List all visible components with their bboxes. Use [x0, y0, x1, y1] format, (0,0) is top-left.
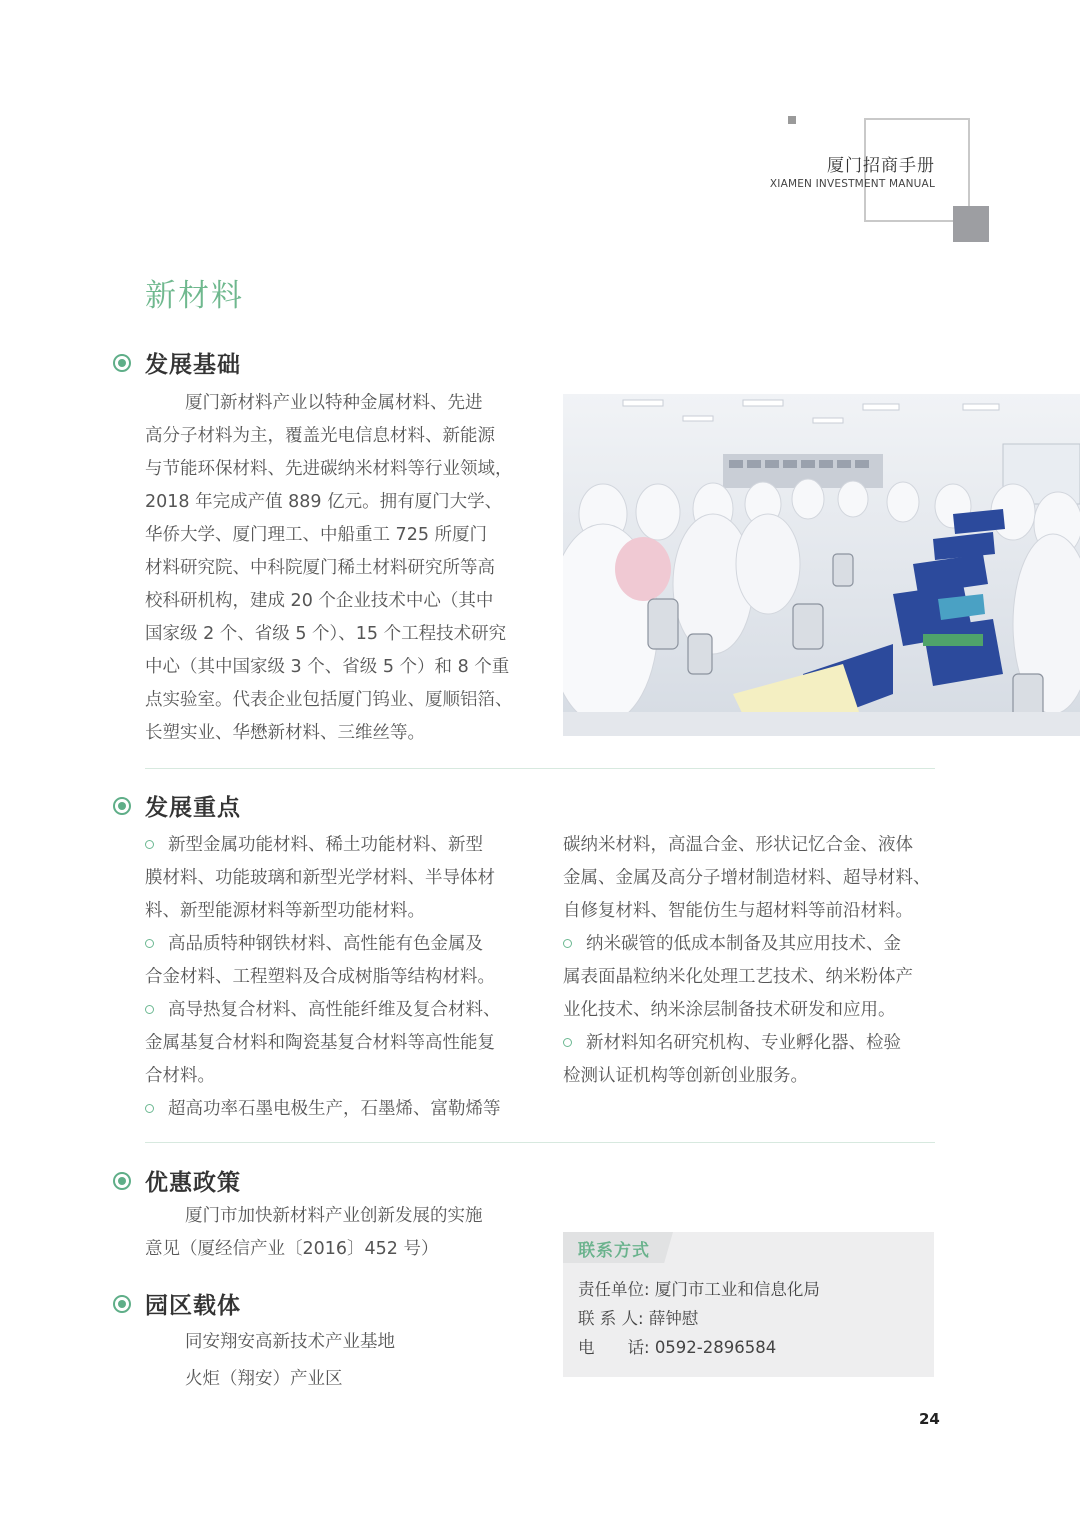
focus-line: 碳纳米材料，高温合金、形状记忆合金、液体	[563, 835, 913, 855]
foundation-line: 点实验室。代表企业包括厦门钨业、厦顺铝箔、	[145, 690, 513, 710]
section-heading-policy	[113, 1164, 241, 1197]
section-heading-text: 发展基础	[145, 352, 241, 378]
page-title: 新材料	[145, 278, 244, 314]
section-heading-focus	[113, 789, 241, 822]
page-number: 24	[919, 1410, 940, 1428]
policy-line: 厦门市加快新材料产业创新发展的实施	[185, 1206, 483, 1226]
contact-person-label: 联 系 人:	[578, 1309, 644, 1328]
park-item: 火炬（翔安）产业区	[185, 1369, 343, 1389]
focus-line: 属表面晶粒纳米化处理工艺技术、纳米粉体产	[563, 967, 913, 987]
contact-unit-label: 责任单位:	[578, 1280, 650, 1299]
focus-line: 自修复材料、智能仿生与超材料等前沿材料。	[563, 901, 913, 921]
focus-line: 金属基复合材料和陶瓷基复合材料等高性能复	[145, 1033, 495, 1053]
contact-person-value: 薛钟慰	[648, 1309, 699, 1328]
foundation-line: 国家级 2 个、省级 5 个）、15 个工程技术研究	[145, 624, 507, 644]
circle-bullet-icon	[145, 1005, 154, 1014]
section-heading-foundation	[113, 346, 241, 379]
focus-line: 金属、金属及高分子增材制造材料、超导材料、	[563, 868, 931, 888]
target-icon	[113, 1172, 131, 1190]
header-dot	[788, 116, 796, 124]
laboratory-photo-icon	[563, 394, 1080, 736]
foundation-line: 与节能环保材料、先进碳纳米材料等行业领域，	[145, 459, 513, 479]
focus-line: 膜材料、功能玻璃和新型光学材料、半导体材	[145, 868, 495, 888]
contact-unit	[578, 1276, 820, 1300]
foundation-line: 校科研机构，建成 20 个企业技术中心（其中	[145, 591, 494, 611]
foundation-line: 厦门新材料产业以特种金属材料、先进	[185, 393, 483, 413]
foundation-line: 材料研究院、中科院厦门稀土材料研究所等高	[145, 558, 495, 578]
focus-line-text: 新型金属功能材料、稀土功能材料、新型	[168, 835, 483, 855]
policy-line: 意见（厦经信产业〔2016〕452 号）	[145, 1239, 439, 1259]
target-icon	[113, 797, 131, 815]
focus-line-text: 纳米碳管的低成本制备及其应用技术、金	[586, 934, 901, 954]
focus-line: 合材料。	[145, 1066, 215, 1086]
focus-line	[145, 928, 501, 961]
focus-line	[563, 928, 931, 961]
park-list	[145, 1324, 395, 1398]
focus-line-text: 超高功率石墨电极生产，石墨烯、富勒烯等	[168, 1099, 501, 1119]
focus-line: 检测认证机构等创新创业服务。	[563, 1066, 808, 1086]
focus-line-text: 高导热复合材料、高性能纤维及复合材料、	[168, 1000, 501, 1020]
focus-right-column	[563, 829, 931, 1093]
focus-line	[563, 1027, 931, 1060]
circle-bullet-icon	[563, 939, 572, 948]
focus-line: 料、新型能源材料等新型功能材料。	[145, 901, 425, 921]
focus-line	[145, 994, 501, 1027]
contact-phone-label: 电 话:	[578, 1338, 650, 1357]
foundation-line: 高分子材料为主，覆盖光电信息材料、新能源	[145, 426, 495, 446]
section-heading-text: 园区载体	[145, 1293, 241, 1319]
foundation-line: 华侨大学、厦门理工、中船重工 725 所厦门	[145, 525, 488, 545]
laboratory-photo	[563, 394, 1080, 736]
focus-left-column	[145, 829, 501, 1126]
focus-line	[145, 1093, 501, 1126]
focus-line-text: 高品质特种钢铁材料、高性能有色金属及	[168, 934, 483, 954]
circle-bullet-icon	[563, 1038, 572, 1047]
foundation-paragraph	[145, 387, 513, 750]
header-square	[953, 206, 989, 242]
foundation-line: 长塑实业、华懋新材料、三维丝等。	[145, 723, 425, 743]
focus-line	[145, 829, 501, 862]
contact-person	[578, 1305, 698, 1329]
section-heading-text: 发展重点	[145, 795, 241, 821]
section-heading-park	[113, 1287, 241, 1320]
focus-line-text: 新材料知名研究机构、专业孵化器、检验	[586, 1033, 901, 1053]
circle-bullet-icon	[145, 1104, 154, 1113]
focus-line: 合金材料、工程塑料及合成树脂等结构材料。	[145, 967, 495, 987]
header-subtitle: XIAMEN INVESTMENT MANUAL	[769, 178, 935, 190]
contact-phone	[578, 1334, 776, 1358]
focus-line: 业化技术、纳米涂层制备技术研发和应用。	[563, 1000, 896, 1020]
circle-bullet-icon	[145, 840, 154, 849]
park-item: 同安翔安高新技术产业基地	[185, 1332, 395, 1352]
foundation-line: 2018 年完成产值 889 亿元。拥有厦门大学、	[145, 492, 503, 512]
target-icon	[113, 1295, 131, 1313]
contact-title: 联系方式	[578, 1241, 650, 1261]
contact-phone-value: 0592-2896584	[654, 1338, 777, 1357]
contact-unit-value: 厦门市工业和信息化局	[654, 1280, 820, 1299]
target-icon	[113, 354, 131, 372]
policy-paragraph	[145, 1200, 483, 1266]
circle-bullet-icon	[145, 939, 154, 948]
header-title: 厦门招商手册	[827, 156, 935, 176]
divider	[145, 768, 935, 769]
divider	[145, 1142, 935, 1143]
foundation-line: 中心（其中国家级 3 个、省级 5 个）和 8 个重	[145, 657, 510, 677]
section-heading-text: 优惠政策	[145, 1170, 241, 1196]
